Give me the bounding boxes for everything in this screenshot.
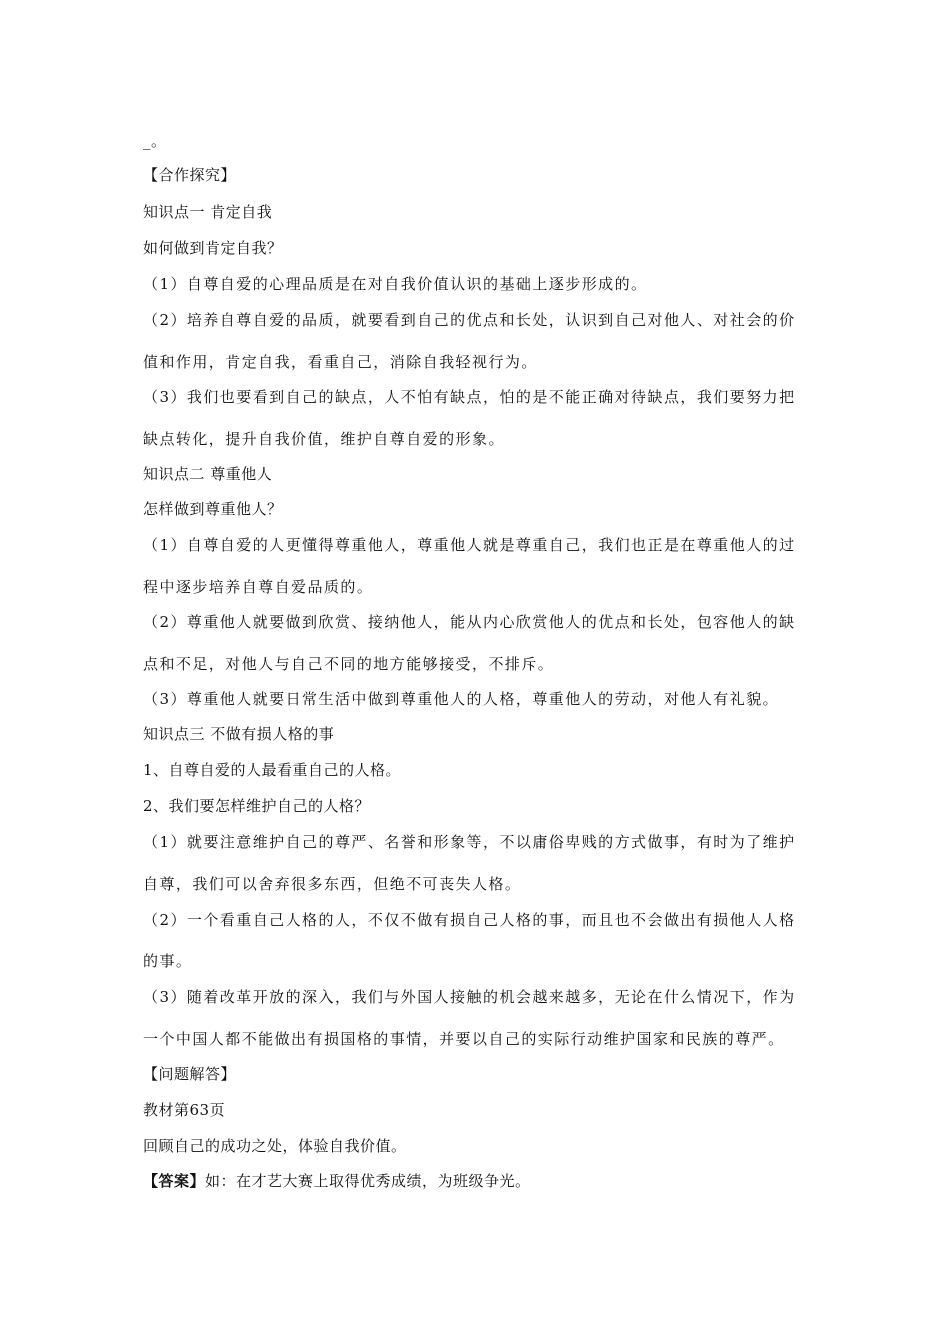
text-line: 值和作用，肯定自我，看重自己，消除自我轻视行为。 xyxy=(143,353,538,371)
textbook-page-ref: 教材第63页 xyxy=(143,1101,226,1119)
text-line: 一个中国人都不能做出有损国格的事情，并要以自己的实际行动维护国家和民族的尊严。 xyxy=(143,1030,785,1048)
text-line: _。 xyxy=(143,132,167,150)
question-line: 如何做到肯定自我？ xyxy=(143,239,283,257)
text-line: （1）就要注意维护自己的尊严、名誉和形象等，不以庸俗卑贱的方式做事，有时为了维护 xyxy=(143,833,796,851)
answer-line xyxy=(143,1170,531,1191)
question-line: 怎样做到尊重他人？ xyxy=(143,500,283,518)
text-line: （1）自尊自爱的人更懂得尊重他人，尊重他人就是尊重自己，我们也正是在尊重他人的过 xyxy=(143,536,796,554)
text-line: （3）随着改革开放的深入，我们与外国人接触的机会越来越多，无论在什么情况下，作为 xyxy=(143,988,796,1006)
text-line: （3）尊重他人就要日常生活中做到尊重他人的人格，尊重他人的劳动，对他人有礼貌。 xyxy=(143,690,780,708)
text-line: （2）一个看重自己人格的人，不仅不做有损自己人格的事，而且也不会做出有损他人人格 xyxy=(143,911,796,929)
question-line: 回顾自己的成功之处，体验自我价值。 xyxy=(143,1137,407,1155)
text-line: 缺点转化，提升自我价值，维护自尊自爱的形象。 xyxy=(143,430,505,448)
question-line: 2、我们要怎样维护自己的人格？ xyxy=(143,797,371,815)
knowledge-point-heading: 知识点一 肯定自我 xyxy=(143,203,273,221)
text-line: 1、自尊自爱的人最看重自己的人格。 xyxy=(143,761,402,779)
knowledge-point-heading: 知识点三 不做有损人格的事 xyxy=(143,725,335,743)
section-heading-answers: 【问题解答】 xyxy=(143,1065,237,1083)
answer-label: 【答案】 xyxy=(143,1172,206,1190)
text-line: 程中逐步培养自尊自爱品质的。 xyxy=(143,578,374,596)
text-line: 点和不足，对他人与自己不同的地方能够接受，不排斥。 xyxy=(143,655,555,673)
text-line: 的事。 xyxy=(143,952,193,970)
text-line: 自尊，我们可以舍弃很多东西，但绝不可丧失人格。 xyxy=(143,875,522,893)
text-line: （1）自尊自爱的心理品质是在对自我价值认识的基础上逐步形成的。 xyxy=(143,275,648,293)
text-line: （2）尊重他人就要做到欣赏、接纳他人，能从内心欣赏他人的优点和长处，包容他人的缺 xyxy=(143,613,796,631)
knowledge-point-heading: 知识点二 尊重他人 xyxy=(143,465,273,483)
section-heading-cooperative-inquiry: 【合作探究】 xyxy=(143,166,237,184)
text-line: （2）培养自尊自爱的品质，就要看到自己的优点和长处，认识到自己对他人、对社会的价 xyxy=(143,311,796,329)
text-line: （3）我们也要看到自己的缺点，人不怕有缺点，怕的是不能正确对待缺点，我们要努力把 xyxy=(143,388,796,406)
answer-text: 如：在才艺大赛上取得优秀成绩，为班级争光。 xyxy=(205,1172,531,1190)
